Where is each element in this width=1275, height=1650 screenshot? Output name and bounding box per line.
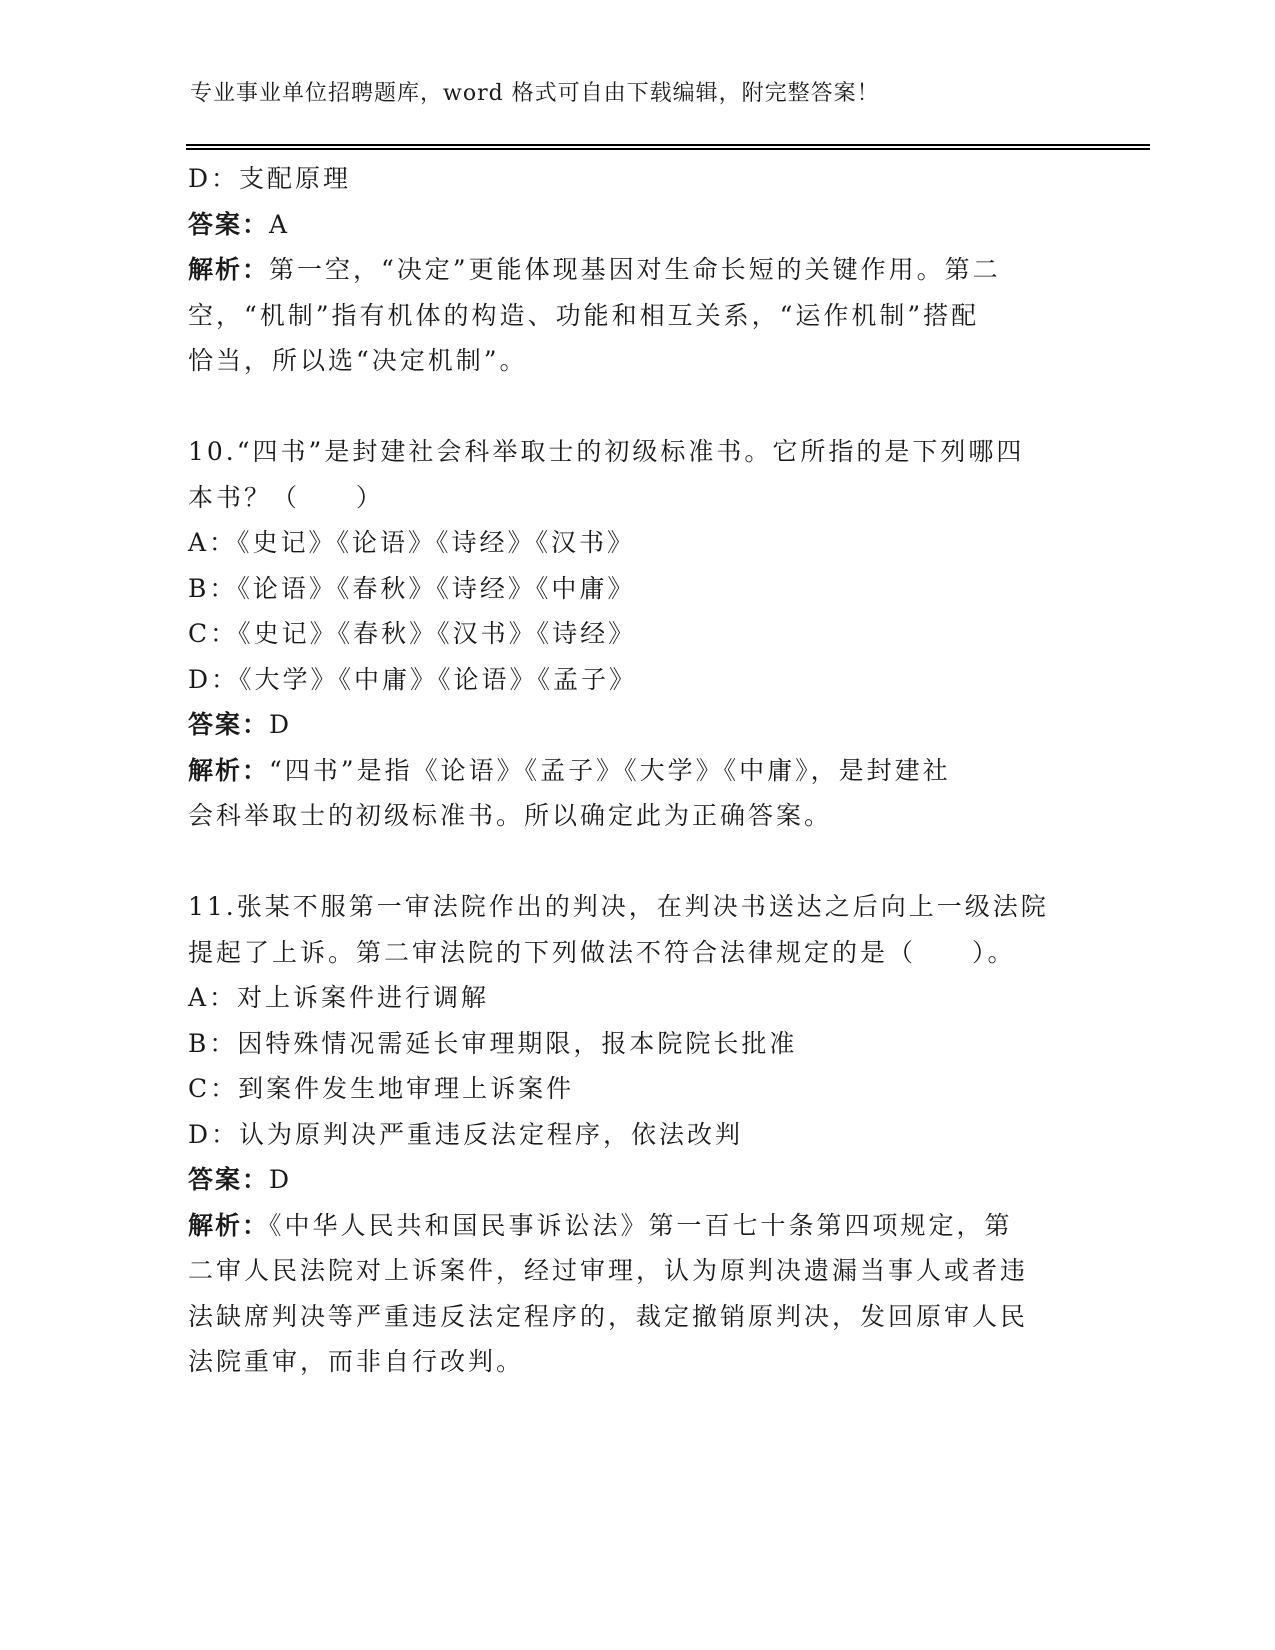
q10-stem-line-1: 10.“四书”是封建社会科举取士的初级标准书。它所指的是下列哪四 xyxy=(188,437,1025,466)
q10-answer-label: 答案： xyxy=(188,710,270,739)
question-10 xyxy=(188,429,1088,839)
q9-analysis-text-1: 第一空，“决定”更能体现基因对生命长短的关键作用。第二 xyxy=(269,255,1001,284)
q10-option-a: A：《史记》《论语》《诗经》《汉书》 xyxy=(188,528,636,557)
q11-analysis-line-4: 法院重审，而非自行改判。 xyxy=(188,1347,525,1376)
q9-option-d: D：支配原理 xyxy=(188,164,352,193)
header-double-rule xyxy=(186,144,1150,150)
q9-analysis-line-1 xyxy=(188,247,1088,293)
q9-answer-value: A xyxy=(269,209,291,239)
q11-stem-line-1: 11.张某不服第一审法院作出的判决，在判决书送达之后向上一级法院 xyxy=(188,892,1049,921)
q10-option-d: D：《大学》《中庸》《论语》《孟子》 xyxy=(188,664,638,694)
q11-analysis-line-1 xyxy=(188,1203,1088,1249)
q11-option-d: D：认为原判决严重违反法定程序，依法改判 xyxy=(188,1119,744,1149)
page-header-text: 专业事业单位招聘题库，word 格式可自由下载编辑，附完整答案！ xyxy=(190,81,880,106)
q9-analysis-label: 解析： xyxy=(188,255,270,284)
q10-analysis-line-1 xyxy=(188,748,1088,794)
q11-stem-line-2: 提起了上诉。第二审法院的下列做法不符合法律规定的是（ ）。 xyxy=(188,937,1016,967)
q9-analysis-line-2: 空，“机制”指有机体的构造、功能和相互关系，“运作机制”搭配 xyxy=(188,300,980,330)
question-spacer xyxy=(188,839,1088,885)
q11-analysis-text-1: 《中华人民共和国民事诉讼法》第一百七十条第四项规定，第 xyxy=(269,1210,1013,1240)
q9-answer xyxy=(188,202,1088,248)
q10-stem-line-2: 本书？（ ） xyxy=(188,482,385,512)
q10-answer xyxy=(188,702,1088,748)
q10-analysis-label: 解析： xyxy=(188,755,270,785)
question-11 xyxy=(188,884,1088,1385)
q11-answer-label: 答案： xyxy=(188,1165,270,1194)
q11-analysis-label: 解析： xyxy=(188,1210,270,1240)
q10-analysis-text-1: “四书”是指《论语》《孟子》《大学》《中庸》，是封建社 xyxy=(269,755,951,785)
document-body xyxy=(188,156,1088,1385)
q11-answer xyxy=(188,1157,1088,1203)
q11-analysis-line-3: 法缺席判决等严重违反法定程序的，裁定撤销原判决，发回原审人民 xyxy=(188,1301,1029,1331)
question-spacer xyxy=(188,384,1088,430)
q10-option-b: B：《论语》《春秋》《诗经》《中庸》 xyxy=(188,573,636,603)
q11-option-a: A：对上诉案件进行调解 xyxy=(188,983,490,1012)
q10-answer-value: D xyxy=(269,710,293,739)
question-9-tail xyxy=(188,156,1088,384)
q10-analysis-line-2: 会科举取士的初级标准书。所以确定此为正确答案。 xyxy=(188,801,833,830)
q11-option-b: B：因特殊情况需延长审理期限，报本院院长批准 xyxy=(188,1028,798,1058)
q11-analysis-line-2: 二审人民法院对上诉案件，经过审理，认为原判决遗漏当事人或者违 xyxy=(188,1256,1029,1285)
q11-answer-value: D xyxy=(269,1165,293,1194)
q10-option-c: C：《史记》《春秋》《汉书》《诗经》 xyxy=(188,619,637,648)
q9-answer-label: 答案： xyxy=(188,209,270,239)
q9-analysis-line-3: 恰当，所以选“决定机制”。 xyxy=(188,346,528,375)
q11-option-c: C：到案件发生地审理上诉案件 xyxy=(188,1074,575,1103)
